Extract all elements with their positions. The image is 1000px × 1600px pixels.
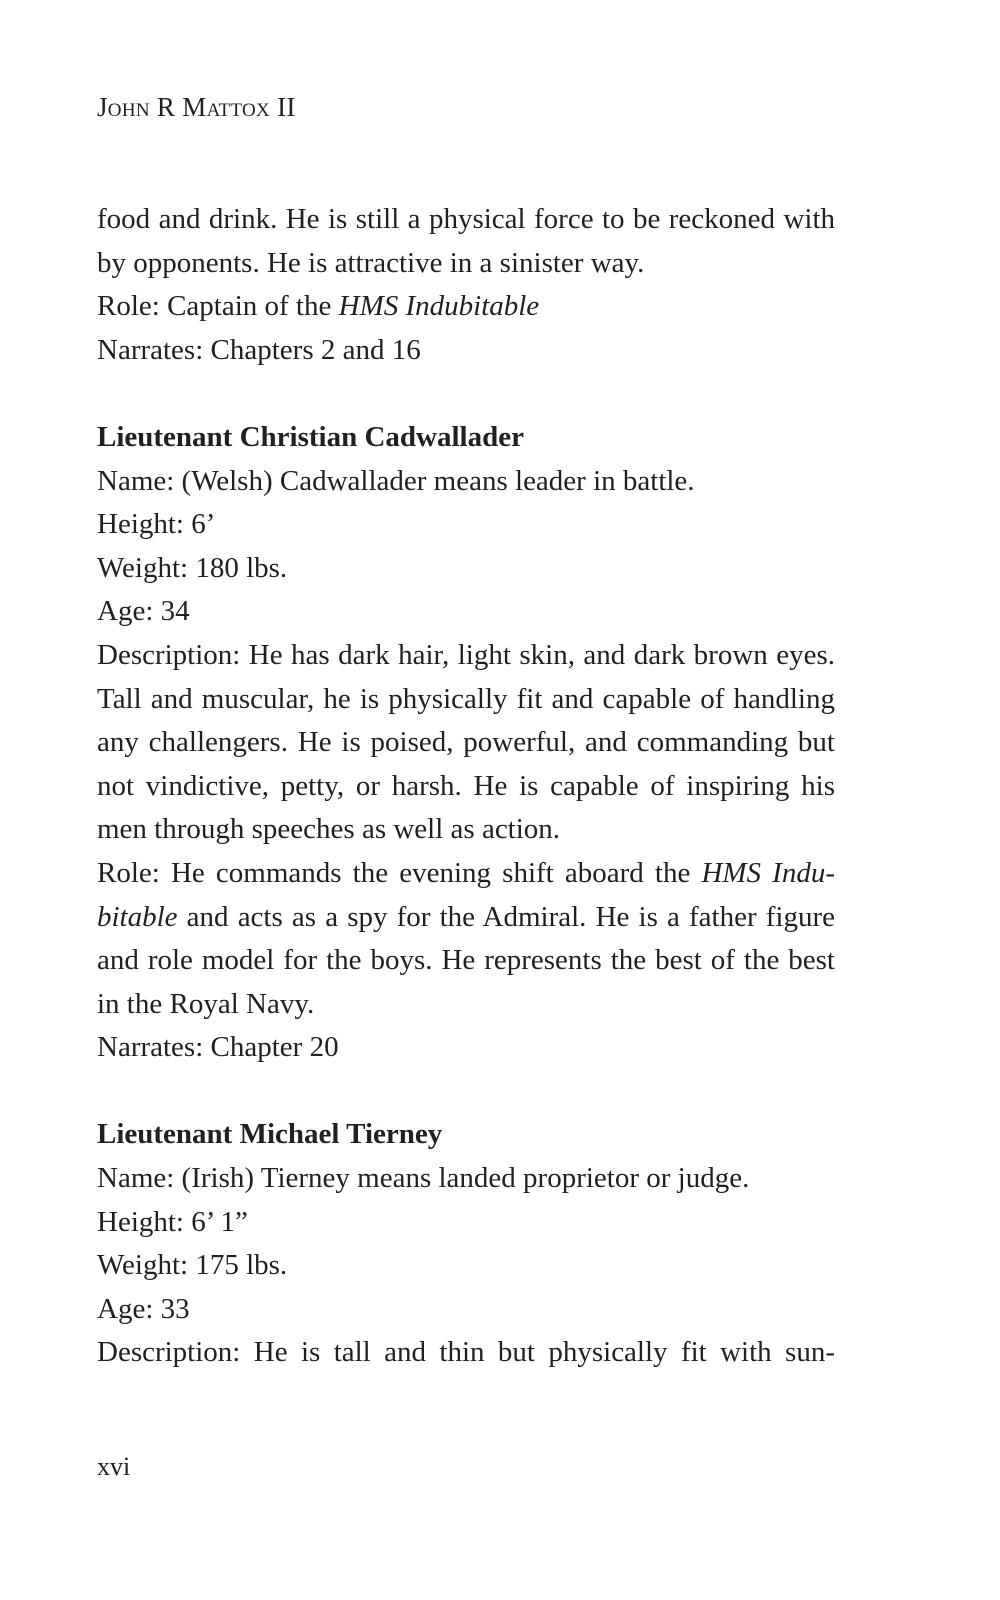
- description-line: Tall and muscular, he is physically fit and capable of handling: [97, 682, 835, 715]
- page-body: [97, 198, 835, 1375]
- description-line: men through speeches as well as action.: [97, 813, 561, 846]
- age-line: Age: 34: [97, 595, 190, 628]
- height-line: Height: 6’: [97, 508, 216, 541]
- name-line: Name: (Irish) Tierney means landed proprietor or judge.: [97, 1162, 750, 1195]
- narrates-line: Narrates: Chapters 2 and 16: [97, 333, 421, 366]
- page-number: xvi: [97, 1452, 131, 1481]
- height-line: Height: 6’ 1”: [97, 1205, 248, 1238]
- age-line: Age: 33: [97, 1292, 190, 1325]
- character-heading: Lieutenant Michael Tierney: [97, 1118, 443, 1151]
- ship-name: bitable: [97, 900, 178, 933]
- ship-name: HMS Indu-: [701, 856, 835, 889]
- narrates-line: Narrates: Chapter 20: [97, 1031, 339, 1064]
- description-line: Description: He is tall and thin but physically fit with sun-: [97, 1336, 835, 1369]
- role-line: and role model for the boys. He represents the best of the best: [97, 944, 835, 977]
- character-heading: Lieutenant Christian Cadwallader: [97, 420, 524, 453]
- role-text: and acts as a spy for the Admiral. He is a father figure: [177, 900, 835, 933]
- ship-name: HMS Indubitable: [338, 290, 540, 323]
- weight-line: Weight: 175 lbs.: [97, 1249, 288, 1282]
- role-line: [97, 896, 835, 940]
- role-prefix: Role: Captain of the: [97, 290, 339, 323]
- description-line: any challengers. He is poised, powerful, and commanding but: [97, 726, 835, 759]
- body-line: by opponents. He is attractive in a sinister way.: [97, 246, 645, 279]
- section-gap: [97, 1070, 835, 1114]
- role-line: in the Royal Navy.: [97, 987, 315, 1020]
- body-line: food and drink. He is still a physical force to be reckoned with: [97, 203, 835, 235]
- running-head: John R Mattox II: [97, 92, 296, 122]
- weight-line: Weight: 180 lbs.: [97, 551, 288, 584]
- section-gap: [97, 372, 835, 416]
- role-line: [97, 285, 835, 329]
- role-prefix: Role: He commands the evening shift aboard the: [97, 856, 702, 889]
- role-line: [97, 852, 835, 896]
- description-line: not vindictive, petty, or harsh. He is capable of inspiring his: [97, 769, 835, 802]
- description-line: Description: He has dark hair, light skin, and dark brown eyes.: [97, 638, 835, 671]
- name-line: Name: (Welsh) Cadwallader means leader in battle.: [97, 464, 695, 497]
